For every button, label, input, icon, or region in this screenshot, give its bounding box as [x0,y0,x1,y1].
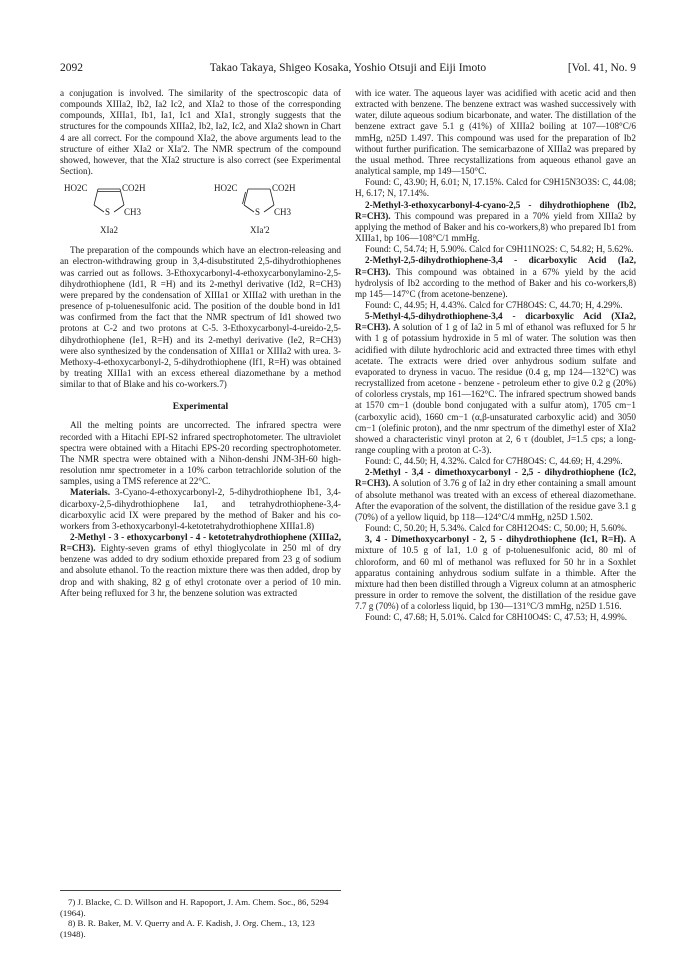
page-header [60,62,636,78]
running-authors: Takao Takaya, Shigeo Kosaka, Yoshio Otsuji and Eiji Imoto [209,62,487,74]
analysis-ic1: Found: C, 47.68; H, 5.01%. Calcd for C8H10O4S: C, 47.53; H, 4.99%. [365,612,628,623]
paragraph-materials [60,487,341,532]
paragraph-instruments: All the melting points are uncorrected. The infrared spectra were recorded with a Hitachi EPI-S2 infrared spectrophotometer. The ultraviolet spectra were obtained with a Hitachi EPS-20 recording spectrophotometer. The NMR spectra were obtained with a Nihon-denshi JNM-3H-60 high-resolution nmr spectrometer in a 10% carbon tetrachloride solution of the samples, using a TMS reference at 22°C. [60,420,341,487]
footnote-7: 7) J. Blacke, C. D. Willson and H. Rapoport, J. Am. Chem. Soc., 86, 5294 (1964). [60,897,329,918]
materials-heading: Materials. [70,487,111,498]
volume-info: [Vol. 41, No. 9 [567,62,636,74]
struct1-right-group: CO2H [122,183,146,194]
structure-figure [60,179,341,241]
ia2-heading: 2-Methyl-2,5-dihydrothiophene-3,4 - dicarboxylic Acid (Ia2, R=CH3). [355,255,636,277]
page-number: 2092 [60,62,83,74]
paragraph-xia2 [355,311,636,456]
ic2-text: A solution of 3.76 g of Ia2 in dry ether containing a small amount of absolute methanol was treated with an excess of ethereal diazomethane. After the evaporation of the solvent, the distillation of the residue gave 3.1 g (70%) of a yellow liquid, bp 118—124°C/4 mmHg, n25D 1.502. [355,478,636,522]
struct1-left-group: HO2C [64,183,88,194]
paragraph-conjugation: a conjugation is involved. The similarity of the spectroscopic data of compounds XIIIa2, Ib2, Ia2 Ic2, and XIa2 to those of the corresponding compounds, XIIIa1, Ib1, Ia1, Ic1 and XIa1, strongly suggests that the structures for the compounds XIIIa2, Ib2, Ia2, Ic2, and XIa2 shown in Chart 4 are all correct. For the compound XIa2, the above arguments lead to the structure of either XIa2 or XIa'2. The NMR spectrum of the compound showed, however, that the XIa2 structure is also correct (see Experimental Section). [60,88,341,177]
paragraph-ic2 [355,467,636,523]
ic2-heading: 2-Methyl - 3,4 - dimethoxycarbonyl - 2,5 - dihydrothiophene (Ic2, R=CH3). [355,467,636,489]
paragraph-continuation: with ice water. The aqueous layer was acidified with acetic acid and then extracted with benzene. The benzene extract was washed successively with water, dilute aqueous sodium bicarbonate, and water. The distillation of the benzene extract gave 5.1 g (41%) of XIIIa2 boiling at 107—108°C/6 mmHg, n25D 1.497. This compound was used for the preparation of Ib2 without further purification. The semicarbazone of XIIIa2 was prepared by the usual method. Three recystallizations from aqueous ethanol gave an analytical sample, mp 149—150°C. [355,88,636,177]
paragraph-ic1 [355,534,636,612]
analysis-ib2: Found: C, 54.74; H, 5.90%. Calcd for C9H11NO2S: C, 54.82; H, 5.62%. [365,244,634,255]
footnotes [60,890,341,939]
paragraph-ia2 [355,255,636,300]
struct2-substituent: CH3 [274,207,292,218]
struct2-left-group: HO2C [214,183,238,194]
paragraph-preparation: The preparation of the compounds which have an electron-releasing and an electron-withdrawing group in 3,4-disubstituted 2,5-dihydrothiophenes was carried out as follows. 3-Ethoxycarbonyl-4-ethoxycarbonylamino-2,5-dihydrothiophene (Id1, R =H) and its 2-methyl derivative (Id2, R=CH3) were prepared by the condensation of XIIIa1 or XIIIa2 with urethan in the presence of p-toluenesulfonic acid. The position of the double bond in Id1 was confirmed from the fact that the NMR spectrum of Id1 showed two protons at C-2 and two protons at C-5. 3-Ethoxycarbonyl-4-ureido-2,5-dihydrothiophene (Ie1, R=H) and its 2-methyl derivative (Ie2, R=CH3) were also synthesized by the condensation of XIIIa1 or XIIIa2 with urea. 3-Methoxy-4-ethoxycarbonyl-2, 5-dihydrothiophene (If1, R=H) was obtained by treating XIIIa1 with an excess ethereal diazomethane by a method similar to that of Blake and his co-workers.7) [60,245,341,390]
left-column [60,88,341,599]
struct1-ring-atom: S [105,207,111,218]
paragraph-ib2 [355,200,636,245]
paragraph-xiiia2 [60,532,341,599]
struct2-right-group: CO2H [272,183,296,194]
analysis-xia2: Found: C, 44.50; H, 4.32%. Calcd for C7H8O4S: C, 44.69; H, 4.29%. [365,456,623,467]
ic1-heading: 3, 4 - Dimethoxycarbonyl - 2, 5 - dihydrothiophene (Ic1, R=H). [365,534,626,545]
struct2-ring-atom: S [255,207,261,218]
xiiia2-text: Eighty-seven grams of ethyl thioglycolate in 250 ml of dry benzene was added to dry sodium ethoxide prepared from 23 g of sodium and absolute ethanol. To the reaction mixture there was then added, drop by drop and with shaking, 82 g of ethyl crotonate over a period of 10 min. After being refluxed for 3 hr, the benzene solution was extracted [60,543,341,598]
struct2-label: XIa'2 [250,225,270,236]
xia2-text: A solution of 1 g of Ia2 in 5 ml of ethanol was refluxed for 5 hr with 1 g of potassium hydroxide in 5 ml of water. The solution was then acidified with dilute hydrochloric acid and extracted three times with ethyl acetate. The extracts were dried over anhydrous sodium sulfate and evaporated to dryness in vacuo. The residue (0.4 g, mp 124—132°C) was recrystallized from acetone - benzene - petroleum ether to give 0.2 g (20%) of colorless crystals, mp 161—162°C. The infrared spectrum showed bands at 1570 cm−1 (double bond conjugated with a sulfur atom), 1705 cm−1 (carboxylic acid), 1660 cm−1 (α,β-unsaturated carboxylic acid) and 3050 cm−1 (olefinic proton), and the nmr spectrum of the dimethyl ester of XIa2 showed a characteristic vinyl proton at 2, 6 τ (doublet, J=1.5 cps; a long-range coupling with a proton at C-3). [355,322,636,455]
xiiia2-heading: 2-Methyl - 3 - ethoxycarbonyl - 4 - ketotetrahydrothiophene (XIIIa2, R=CH3). [60,532,341,554]
ib2-heading: 2-Methyl-3-ethoxycarbonyl-4-cyano-2,5 - dihydrothiophene (Ib2, R=CH3). [355,199,636,221]
ib2-text: This compound was prepared in a 70% yield from XIIIa2 by applying the method of Baker and his co-workers,8) who prepared Ib1 from XIIIa1, bp 106—108°C/1 mmHg. [355,210,636,244]
materials-text: 3-Cyano-4-ethoxycarbonyl-2, 5-dihydrothiophene Ib1, 3,4-dicarboxy-2,5-dihydrothiophene Ia1, and tetrahydrothiophene-3,4-dicarboxylic acid IX were prepared by the method of Baker and his co-workers from 3-ethoxycarbonyl-4-ketotetrahydrothiophene XIIIa1.8) [60,487,341,531]
section-title: Experimental [172,402,229,413]
right-column [355,88,636,624]
analysis-ic2: Found: C, 50.20; H, 5.34%. Calcd for C8H12O4S: C, 50.00; H, 5.60%. [365,523,628,534]
footnote-8: 8) B. R. Baker, M. V. Querry and A. F. Kadish, J. Org. Chem., 13, 123 (1948). [60,918,315,939]
analysis-ia2: Found: C, 44.95; H, 4.43%. Calcd for C7H8O4S: C, 44.70; H, 4.29%. [365,299,623,310]
analysis-semicarbazone: Found: C, 43.90; H, 6.01; N, 17.15%. Calcd for C9H15N3O3S: C, 44.08; H, 6.17; N, 17.14%. [355,177,636,199]
xia2-heading: 5-Methyl-4,5-dihydrothiophene-3,4 - dicarboxylic Acid (XIa2, R=CH3). [355,311,636,333]
struct1-substituent: CH3 [124,207,142,218]
struct1-label: XIa2 [100,225,118,236]
ic1-text: A mixture of 10.5 g of Ia1, 1.0 g of p-toluenesulfonic acid, 80 ml of chloroform, and 60 ml of methanol was refluxed for 50 hr in a Soxhlet apparatus containing anhydrous sodium sulfate in a thimble. After the mixture had then been distilled through a Vigreux column at an atmospheric pressure in order to remove the solvent, the distillation of the residue gave 7.7 g (70%) of a colorless liquid, bp 130—131°C/3 mmHg, n25D 1.516. [355,534,636,612]
ia2-text: This compound was obtained in a 67% yield by the acid hydrolysis of Ib2 according to the method of Baker and his co-workers,8) mp 145—147°C (from acetone-benzene). [355,266,636,299]
